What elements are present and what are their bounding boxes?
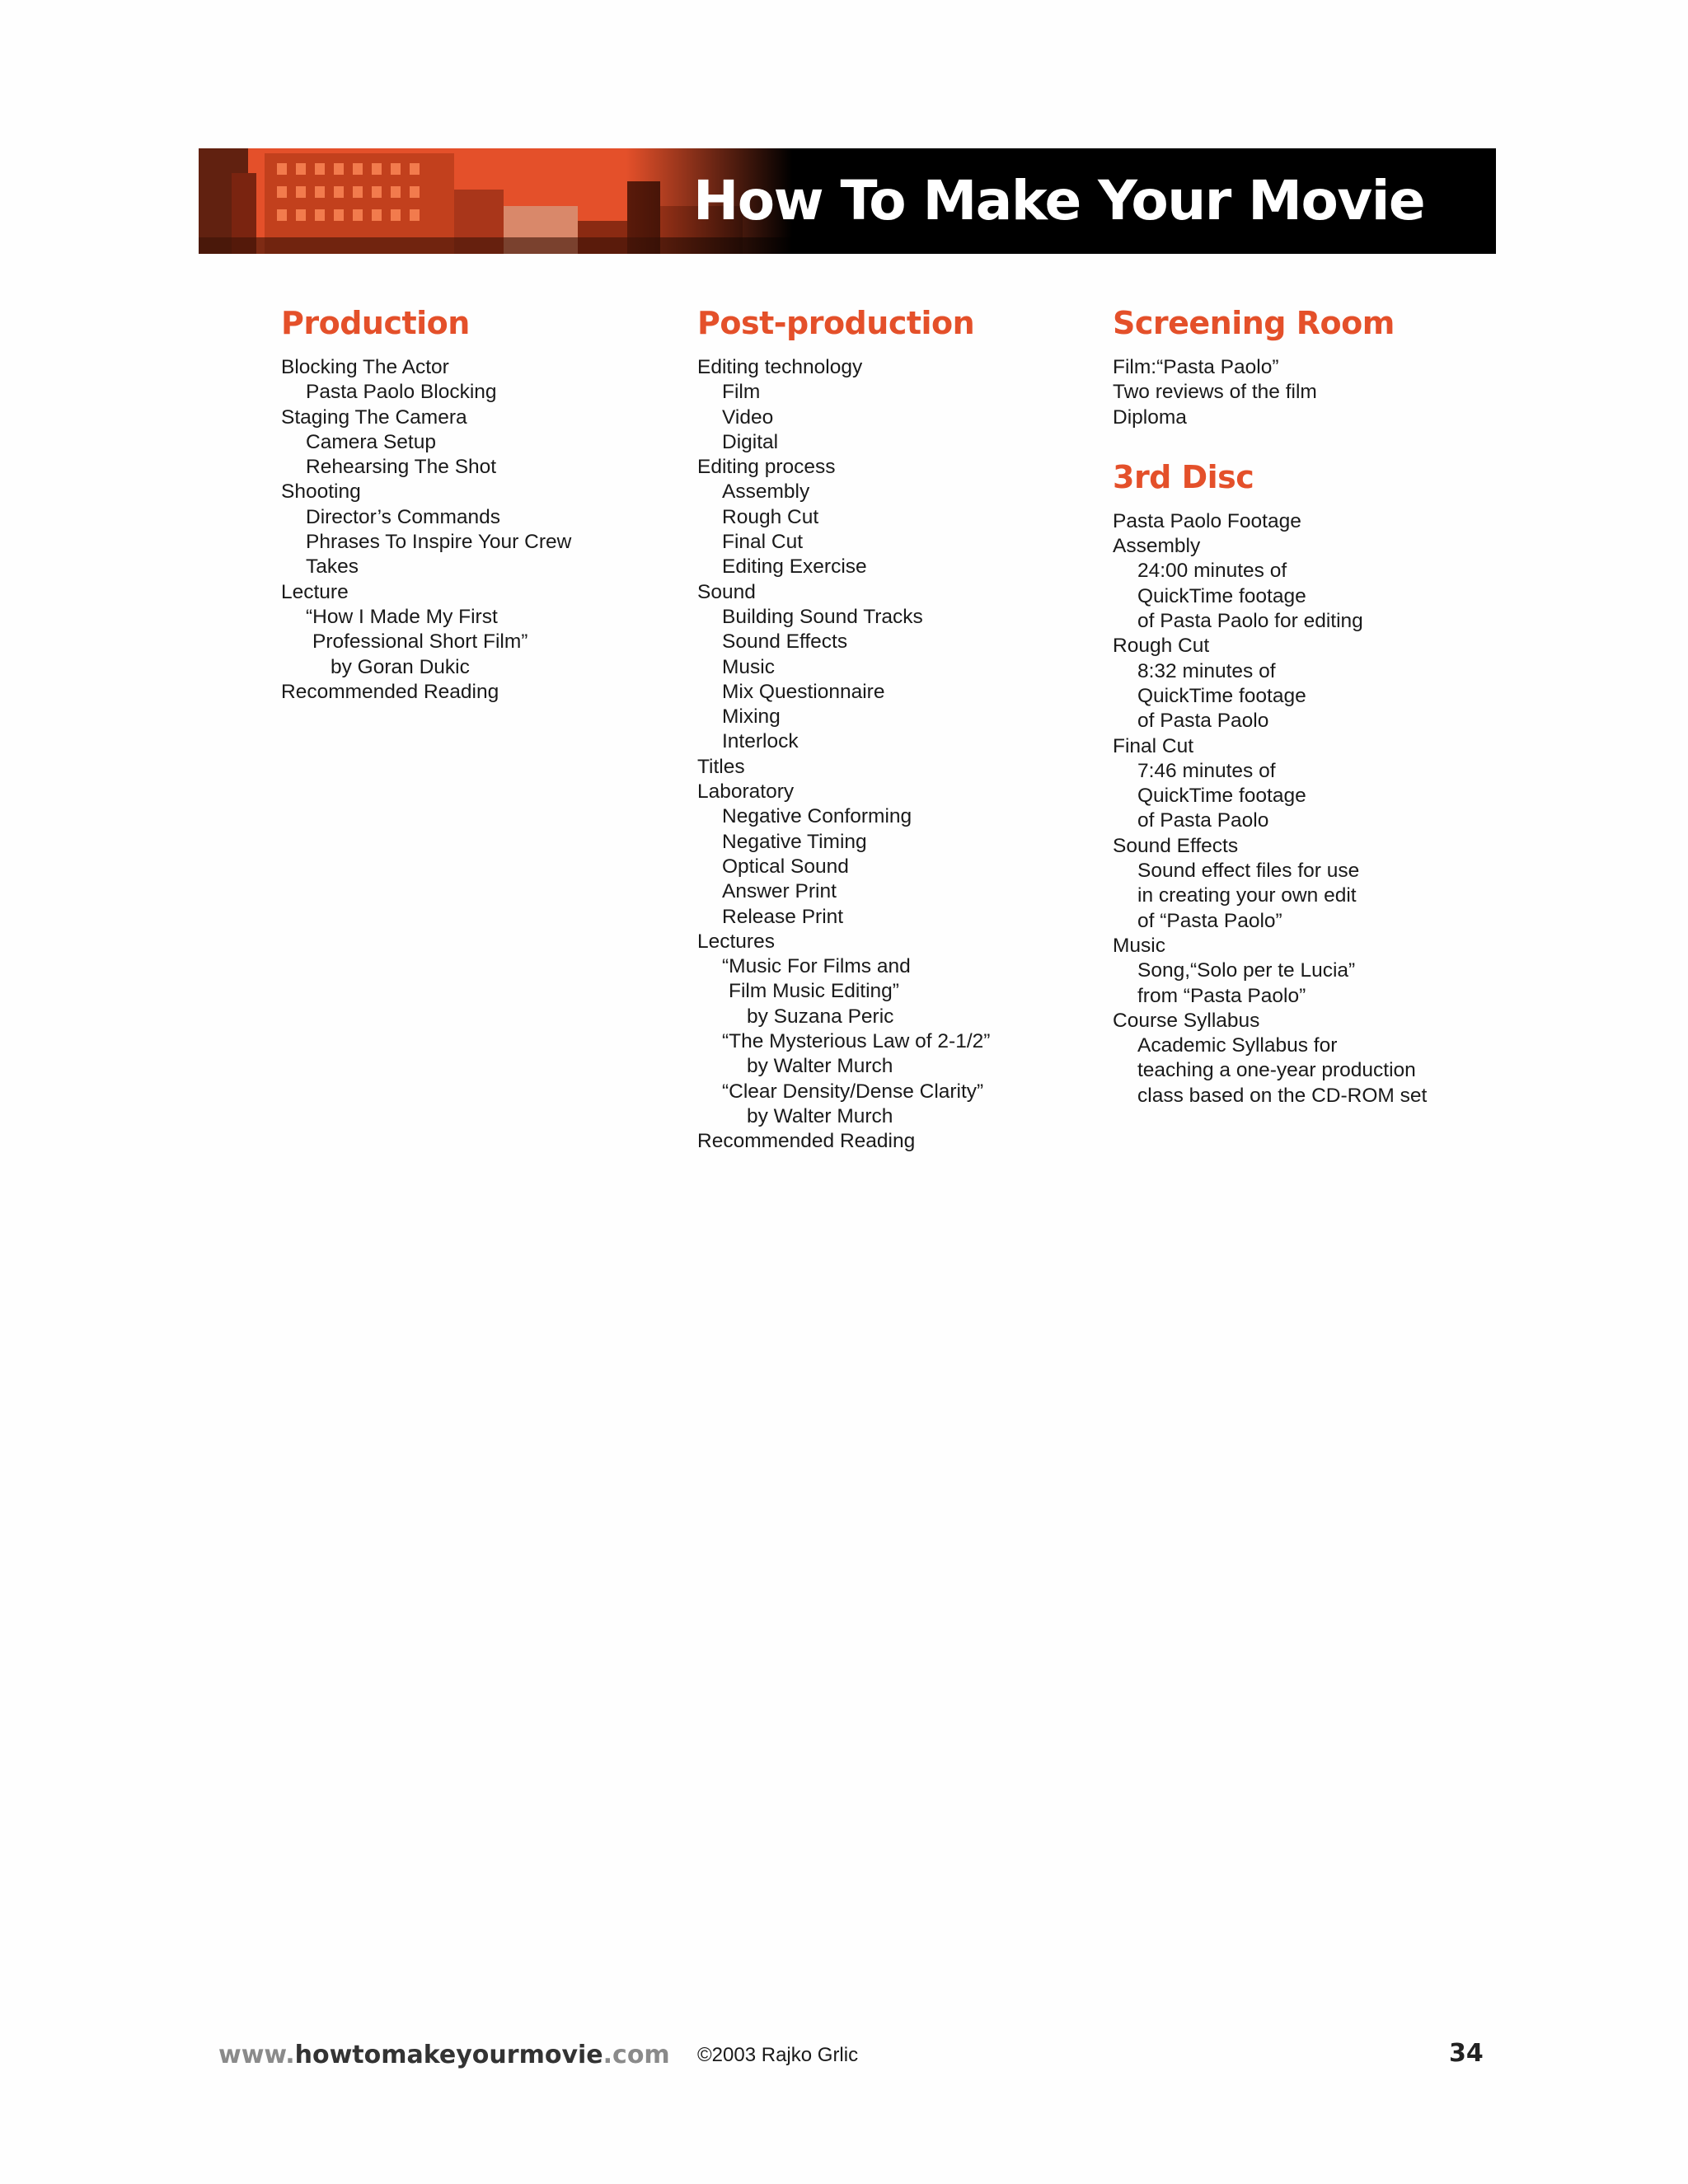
toc-item[interactable]: teaching a one-year production (1137, 1059, 1416, 1082)
toc-item[interactable]: of Pasta Paolo for editing (1137, 610, 1363, 633)
toc-item[interactable]: Professional Short Film” (312, 630, 528, 654)
toc-item[interactable]: QuickTime footage (1137, 584, 1306, 607)
toc-item[interactable]: Mixing (722, 705, 781, 729)
toc-item[interactable]: Sound Effects (1113, 834, 1239, 857)
column-screening-room (1113, 301, 1508, 1133)
toc-item[interactable]: Optical Sound (722, 855, 849, 878)
toc-item[interactable]: in creating your own edit (1137, 884, 1357, 907)
toc-item[interactable]: Film:“Pasta Paolo” (1113, 356, 1279, 378)
toc-item[interactable]: Laboratory (697, 780, 795, 804)
section-heading: Production (281, 305, 470, 341)
toc-item[interactable]: Sound effect files for use (1137, 860, 1360, 883)
toc-item[interactable]: Diploma (1113, 405, 1187, 429)
toc-item[interactable]: by Walter Murch (747, 1055, 893, 1078)
toc-item[interactable]: Recommended Reading (281, 680, 499, 703)
toc-item[interactable]: Mix Questionnaire (722, 680, 885, 703)
toc-item[interactable]: Rough Cut (1113, 635, 1210, 658)
section-heading: 3rd Disc (1113, 458, 1254, 495)
toc-item[interactable]: by Goran Dukic (331, 655, 470, 678)
section-heading: Screening Room (1113, 305, 1395, 341)
toc-item[interactable]: “How I Made My First (306, 605, 498, 628)
toc-item[interactable]: Song,“Solo per te Lucia” (1137, 959, 1356, 982)
toc-item[interactable]: Editing Exercise (722, 555, 867, 579)
toc-item[interactable]: “Music For Films and (722, 955, 911, 978)
toc-item[interactable]: Rehearsing The Shot (306, 456, 497, 479)
toc-item[interactable]: by Walter Murch (747, 1104, 893, 1127)
toc-section (697, 301, 1093, 1155)
toc-item[interactable]: Rough Cut (722, 505, 819, 528)
toc-item[interactable]: Recommended Reading (697, 1130, 916, 1153)
toc-item[interactable]: of “Pasta Paolo” (1137, 909, 1282, 932)
toc-item[interactable]: “Clear Density/Dense Clarity” (722, 1080, 984, 1103)
toc-item[interactable]: “The Mysterious Law of 2-1/2” (722, 1030, 991, 1053)
toc-item[interactable]: of Pasta Paolo (1137, 809, 1269, 832)
toc-item[interactable]: Assembly (1113, 535, 1201, 558)
toc-item[interactable]: Blocking The Actor (281, 356, 449, 378)
toc-section (1113, 301, 1508, 430)
toc-item[interactable]: Final Cut (1113, 734, 1194, 757)
toc-item[interactable]: Editing process (697, 456, 836, 479)
toc-section (281, 301, 677, 705)
toc-item[interactable]: Camera Setup (306, 430, 436, 453)
column-production (281, 301, 677, 729)
toc-item[interactable]: Phrases To Inspire Your Crew (306, 531, 572, 554)
toc-item[interactable]: Answer Print (722, 880, 837, 903)
toc-item[interactable]: Titles (697, 755, 745, 778)
toc-item[interactable]: Takes (306, 555, 359, 579)
toc-item[interactable]: Pasta Paolo Blocking (306, 381, 497, 404)
toc-item[interactable]: Assembly (722, 480, 810, 504)
toc-item[interactable]: Music (722, 655, 775, 678)
toc-item[interactable]: by Suzana Peric (747, 1005, 894, 1028)
toc-item[interactable]: Film Music Editing” (729, 980, 899, 1003)
toc-item[interactable]: Negative Timing (722, 830, 867, 853)
url-domain: howtomakeyourmovie (294, 2041, 603, 2069)
toc-item[interactable]: 24:00 minutes of (1137, 560, 1287, 583)
toc-item[interactable]: of Pasta Paolo (1137, 710, 1269, 733)
toc-item[interactable]: Sound Effects (722, 630, 848, 654)
toc-item[interactable]: Video (722, 405, 774, 429)
toc-item[interactable]: Lectures (697, 930, 775, 953)
toc-item[interactable]: Editing technology (697, 356, 863, 378)
page-number: 34 (1449, 2039, 1484, 2068)
toc-item[interactable]: Pasta Paolo Footage (1113, 509, 1301, 532)
toc-item[interactable]: class based on the CD-ROM set (1137, 1084, 1428, 1107)
toc-item[interactable]: Negative Conforming (722, 805, 912, 828)
toc-item[interactable]: Interlock (722, 730, 799, 753)
footer-website-link[interactable] (218, 2041, 670, 2069)
toc-item[interactable]: Lecture (281, 580, 349, 603)
toc-item[interactable]: Shooting (281, 480, 361, 504)
column-post-production (697, 301, 1093, 1179)
toc-item[interactable]: Director’s Commands (306, 505, 500, 528)
toc-item[interactable]: 8:32 minutes of (1137, 659, 1276, 682)
toc-item[interactable]: Staging The Camera (281, 405, 467, 429)
toc-section (1113, 455, 1508, 1108)
header-banner (199, 148, 1496, 254)
toc-item[interactable]: Two reviews of the film (1113, 381, 1317, 404)
toc-item[interactable]: Building Sound Tracks (722, 605, 923, 628)
section-heading: Post-production (697, 305, 975, 341)
url-prefix: www. (218, 2041, 295, 2069)
toc-item[interactable]: Course Syllabus (1113, 1009, 1260, 1032)
page-title: How To Make Your Movie (693, 169, 1425, 232)
toc-item[interactable]: Sound (697, 580, 756, 603)
toc-item[interactable]: Final Cut (722, 531, 804, 554)
url-suffix: .com (603, 2041, 670, 2069)
toc-item[interactable]: from “Pasta Paolo” (1137, 984, 1306, 1007)
copyright-notice: ©2003 Rajko Grlic (697, 2044, 859, 2066)
toc-item[interactable]: Music (1113, 934, 1165, 957)
toc-item[interactable]: QuickTime footage (1137, 785, 1306, 808)
toc-item[interactable]: QuickTime footage (1137, 684, 1306, 707)
toc-item[interactable]: Release Print (722, 905, 844, 928)
toc-item[interactable]: Digital (722, 430, 779, 453)
toc-item[interactable]: 7:46 minutes of (1137, 759, 1276, 782)
toc-item[interactable]: Academic Syllabus for (1137, 1034, 1338, 1057)
toc-item[interactable]: Film (722, 381, 761, 404)
